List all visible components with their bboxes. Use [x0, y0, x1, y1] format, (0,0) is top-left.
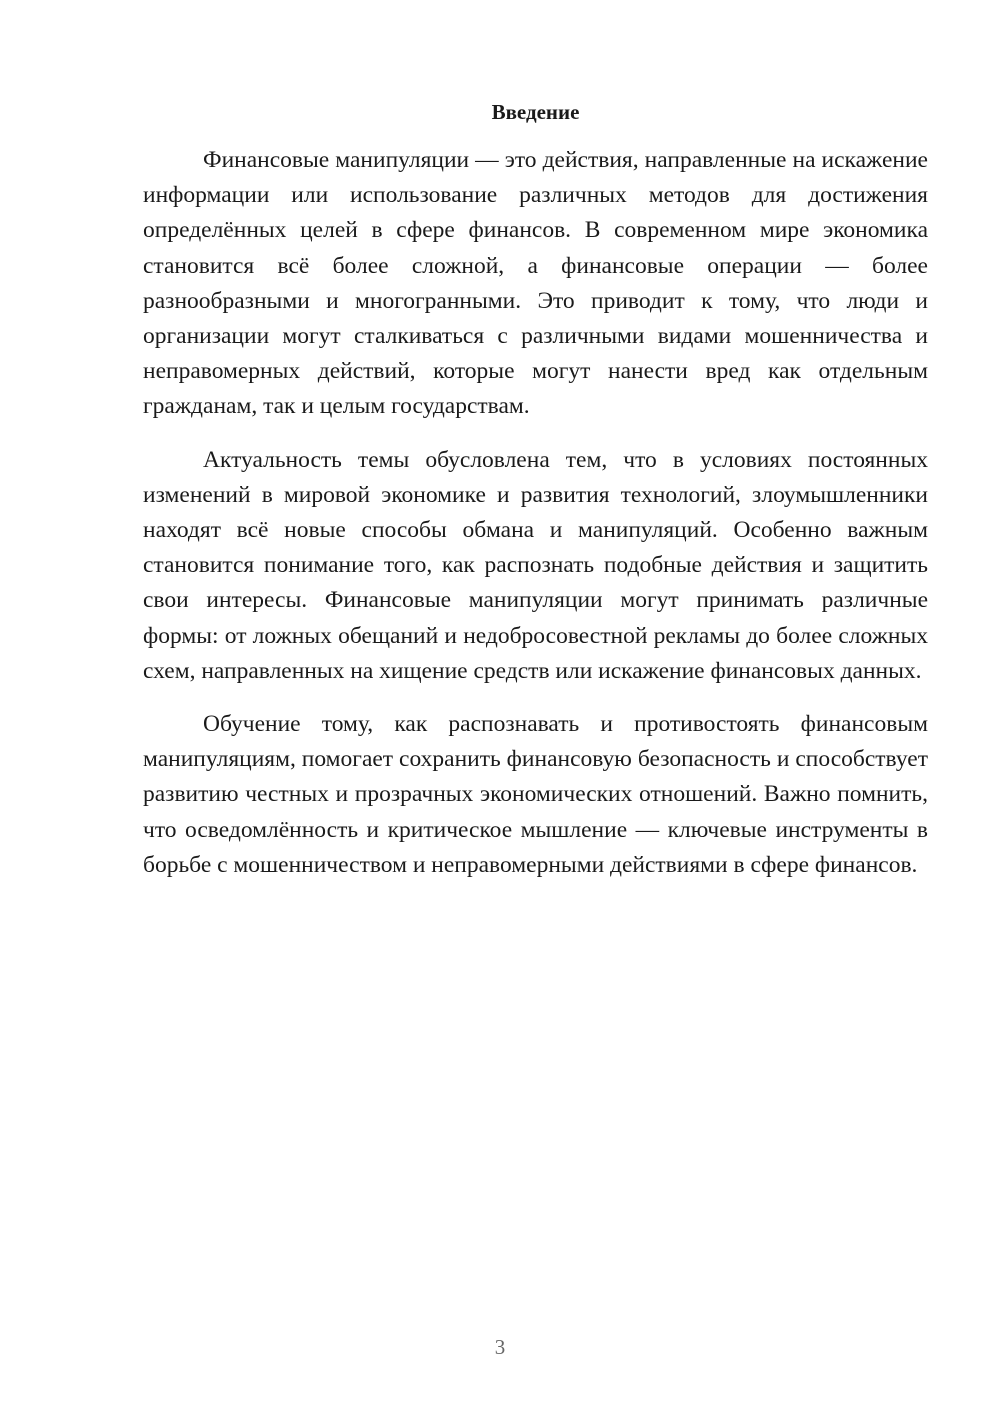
paragraph-1: Финансовые манипуляции — это действия, направленные на искажение информации или использование различных методов для достижения определённых целей в сфере финансов. В современном мире экономика становится всё более сложной, а финансовые операции — более разнообразными и многогранными. Это приводит к тому, что люди и организации могут сталкиваться с различными видами мошенничества и неправомерных действий, которые могут нанести вред как отдельным гражданам, так и целым государствам. — [143, 147, 928, 420]
page-number: 3 — [494, 1335, 506, 1359]
paragraph-2: Актуальность темы обусловлена тем, что в условиях постоянных изменений в мировой экономике и развития технологий, злоумышленники находят всё новые способы обмана и манипуляций. Особенно важным становится понимание того, как распознать подобные действия и защитить свои интересы. Финансовые манипуляции могут принимать различные формы: от ложных обещаний и недобросовестной рекламы до более сложных схем, направленных на хищение средств или искажение финансовых данных. — [143, 446, 928, 684]
section-heading: Введение — [491, 100, 580, 124]
body-text — [143, 143, 928, 901]
paragraph-3: Обучение тому, как распознавать и противостоять финансовым манипуляциям, помогает сохранить финансовую безопасность и способствует развитию честных и прозрачных экономических отношений. Важно помнить, что осведомлённость и критическое мышление — ключевые инструменты в борьбе с мошенничеством и неправомерными действиями в сфере финансов. — [143, 711, 928, 878]
